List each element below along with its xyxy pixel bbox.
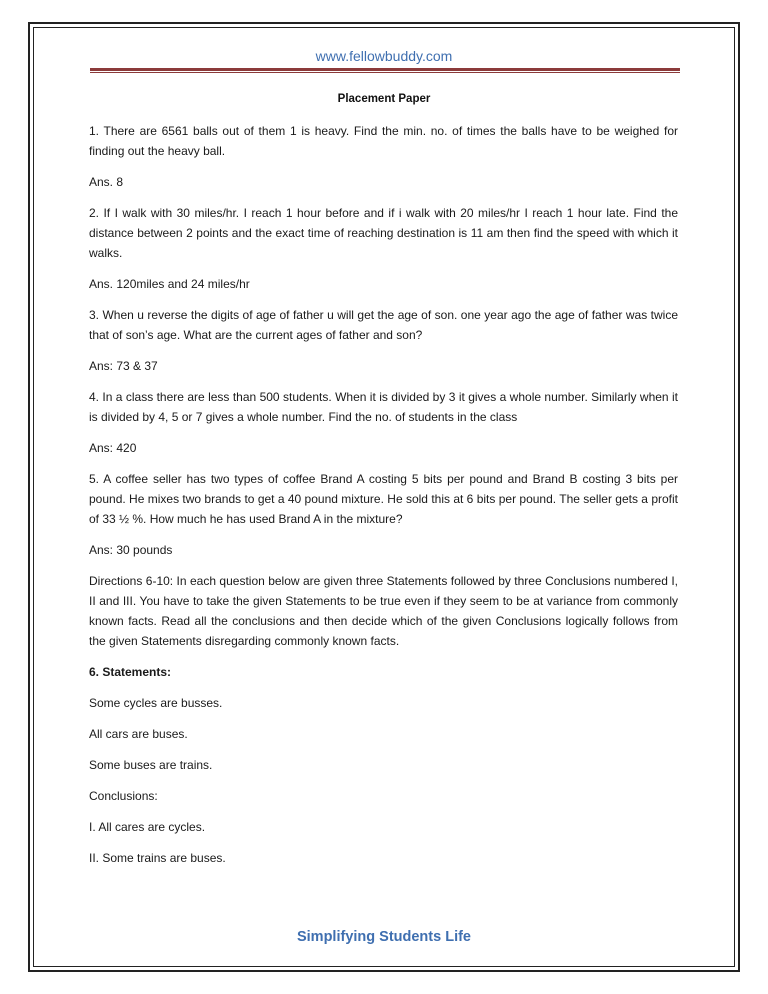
- conclusion-2: II. Some trains are buses.: [89, 851, 226, 865]
- statement-2: All cars are buses.: [89, 727, 188, 741]
- directions: Directions 6-10: In each question below are given three Statements followed by three Conclusions numbered I, II and III. You have to take the given Statements to be true even if they seem to be at variance from commonly known facts. Read all the conclusions and then decide which of the given Conclusions logically follows from the given Statements disregarding commonly known facts.: [89, 574, 678, 648]
- conclusions-heading: Conclusions:: [89, 789, 158, 803]
- document-body: [89, 121, 678, 879]
- question-5: 5. A coffee seller has two types of coffee Brand A costing 5 bits per pound and Brand B costing 3 bits per pound. He mixes two brands to get a 40 pound mixture. He sold this at 6 bits per pound. The seller gets a profit of 33 ½ %. How much he has used Brand A in the mixture?: [89, 472, 678, 526]
- answer-1: Ans. 8: [89, 175, 124, 189]
- document-title: Placement Paper: [337, 93, 431, 105]
- question-4: 4. In a class there are less than 500 students. When it is divided by 3 it gives a whole number. Similarly when it is divided by 4, 5 or 7 gives a whole number. Find the no. of students in the class: [89, 390, 678, 424]
- header-rule-thin: [90, 72, 680, 73]
- statement-1: Some cycles are busses.: [89, 696, 223, 710]
- statement-3: Some buses are trains.: [89, 758, 213, 772]
- statements-heading: 6. Statements:: [89, 665, 172, 679]
- conclusion-1: I. All cares are cycles.: [89, 820, 206, 834]
- answer-5: Ans: 30 pounds: [89, 543, 173, 557]
- answer-2: Ans. 120miles and 24 miles/hr: [89, 277, 250, 291]
- question-1: 1. There are 6561 balls out of them 1 is heavy. Find the min. no. of times the balls have to be weighed for finding out the heavy ball.: [89, 124, 678, 158]
- footer-tagline: Simplifying Students Life: [296, 929, 471, 945]
- question-3: 3. When u reverse the digits of age of father u will get the age of son. one year ago the age of father was twice that of son’s age. What are the current ages of father and son?: [89, 308, 678, 342]
- answer-4: Ans: 420: [89, 441, 137, 455]
- header-url[interactable]: www.fellowbuddy.com: [315, 48, 453, 64]
- answer-3: Ans: 73 & 37: [89, 359, 158, 373]
- question-2: 2. If I walk with 30 miles/hr. I reach 1 hour before and if i walk with 20 miles/hr I reach 1 hour late. Find the distance between 2 points and the exact time of reaching destination is 11 am then find the speed with which it walks.: [89, 206, 678, 260]
- header-rule: [90, 68, 680, 71]
